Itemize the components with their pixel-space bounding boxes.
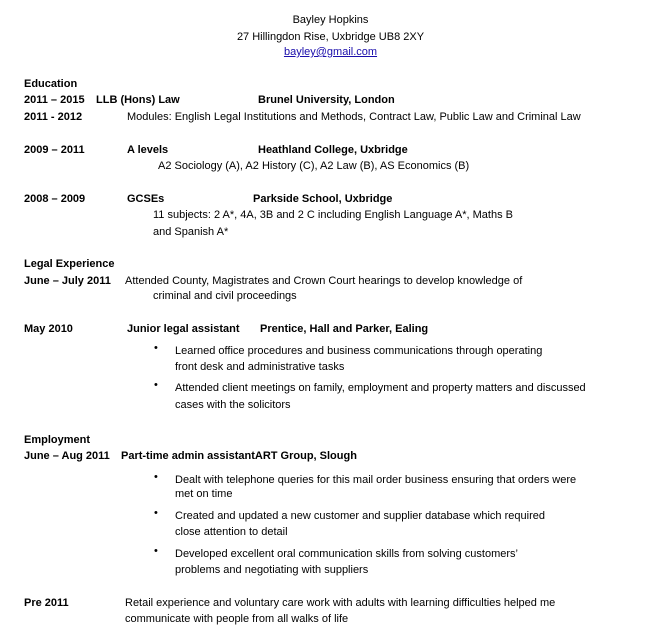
cv-name: Bayley Hopkins <box>292 14 369 26</box>
list-item-line: Attended client meetings on family, employment and property matters and discussed <box>175 382 586 394</box>
employment-heading: Employment <box>24 434 91 446</box>
court-dates: June – July 2011 <box>24 275 111 287</box>
job-title: Part-time admin assistantART Group, Slough <box>121 450 357 462</box>
court-line1: Attended County, Magistrates and Crown Court hearings to develop knowledge of <box>125 275 523 287</box>
gcses-detail-line2: and Spanish A* <box>153 226 229 238</box>
legal-heading: Legal Experience <box>24 258 115 270</box>
assistant-employer: Prentice, Hall and Parker, Ealing <box>260 323 429 335</box>
list-item-line: cases with the solicitors <box>175 399 291 411</box>
assistant-title: Junior legal assistant <box>127 323 240 335</box>
list-item-line: Created and updated a new customer and supplier database which required <box>175 510 545 522</box>
alevels-title: A levels <box>127 144 169 156</box>
cv-email-container <box>0 45 661 59</box>
degree-institution: Brunel University, London <box>258 94 395 106</box>
pre-dates: Pre 2011 <box>24 597 69 609</box>
gcses-detail-line1: 11 subjects: 2 A*, 4A, 3B and 2 C including English Language A*, Maths B <box>153 209 513 221</box>
list-item-line: Learned office procedures and business communications through operating <box>175 345 543 357</box>
gcses-dates: 2008 – 2009 <box>24 193 86 205</box>
list-item-line: Dealt with telephone queries for this mail order business ensuring that orders were <box>175 474 577 486</box>
job-dates: June – Aug 2011 <box>24 450 110 462</box>
bullet-glyph: • <box>154 471 158 483</box>
degree-title: LLB (Hons) Law <box>96 94 180 106</box>
cv-address: 27 Hillingdon Rise, Uxbridge UB8 2XY <box>236 31 425 43</box>
court-line2: criminal and civil proceedings <box>153 290 297 302</box>
list-item-line: problems and negotiating with suppliers <box>175 564 369 576</box>
bullet-glyph: • <box>154 507 158 519</box>
alevels-institution: Heathland College, Uxbridge <box>258 144 408 156</box>
modules-dates: 2011 - 2012 <box>24 111 83 123</box>
gcses-institution: Parkside School, Uxbridge <box>253 193 393 205</box>
gcses-title: GCSEs <box>127 193 165 205</box>
education-heading: Education <box>24 78 78 90</box>
modules-text: Modules: English Legal Institutions and Methods, Contract Law, Public Law and Criminal Law <box>127 111 581 123</box>
alevels-dates: 2009 – 2011 <box>24 144 85 156</box>
list-item-line: met on time <box>175 488 233 500</box>
assistant-dates: May 2010 <box>24 323 73 335</box>
pre-line1: Retail experience and voluntary care work with adults with learning difficulties helped me <box>125 597 556 609</box>
bullet-glyph: • <box>154 379 158 391</box>
list-item-line: front desk and administrative tasks <box>175 361 345 373</box>
email-link[interactable]: bayley@gmail.com <box>283 46 378 58</box>
bullet-glyph: • <box>154 545 158 557</box>
alevels-detail: A2 Sociology (A), A2 History (C), A2 Law (B), AS Economics (B) <box>158 160 470 172</box>
list-item-line: close attention to detail <box>175 526 288 538</box>
bullet-glyph: • <box>154 342 158 354</box>
list-item-line: Developed excellent oral communication skills from solving customers’ <box>175 548 518 560</box>
degree-dates: 2011 – 2015 <box>24 94 85 106</box>
pre-line2: communicate with people from all walks of life <box>125 613 349 625</box>
